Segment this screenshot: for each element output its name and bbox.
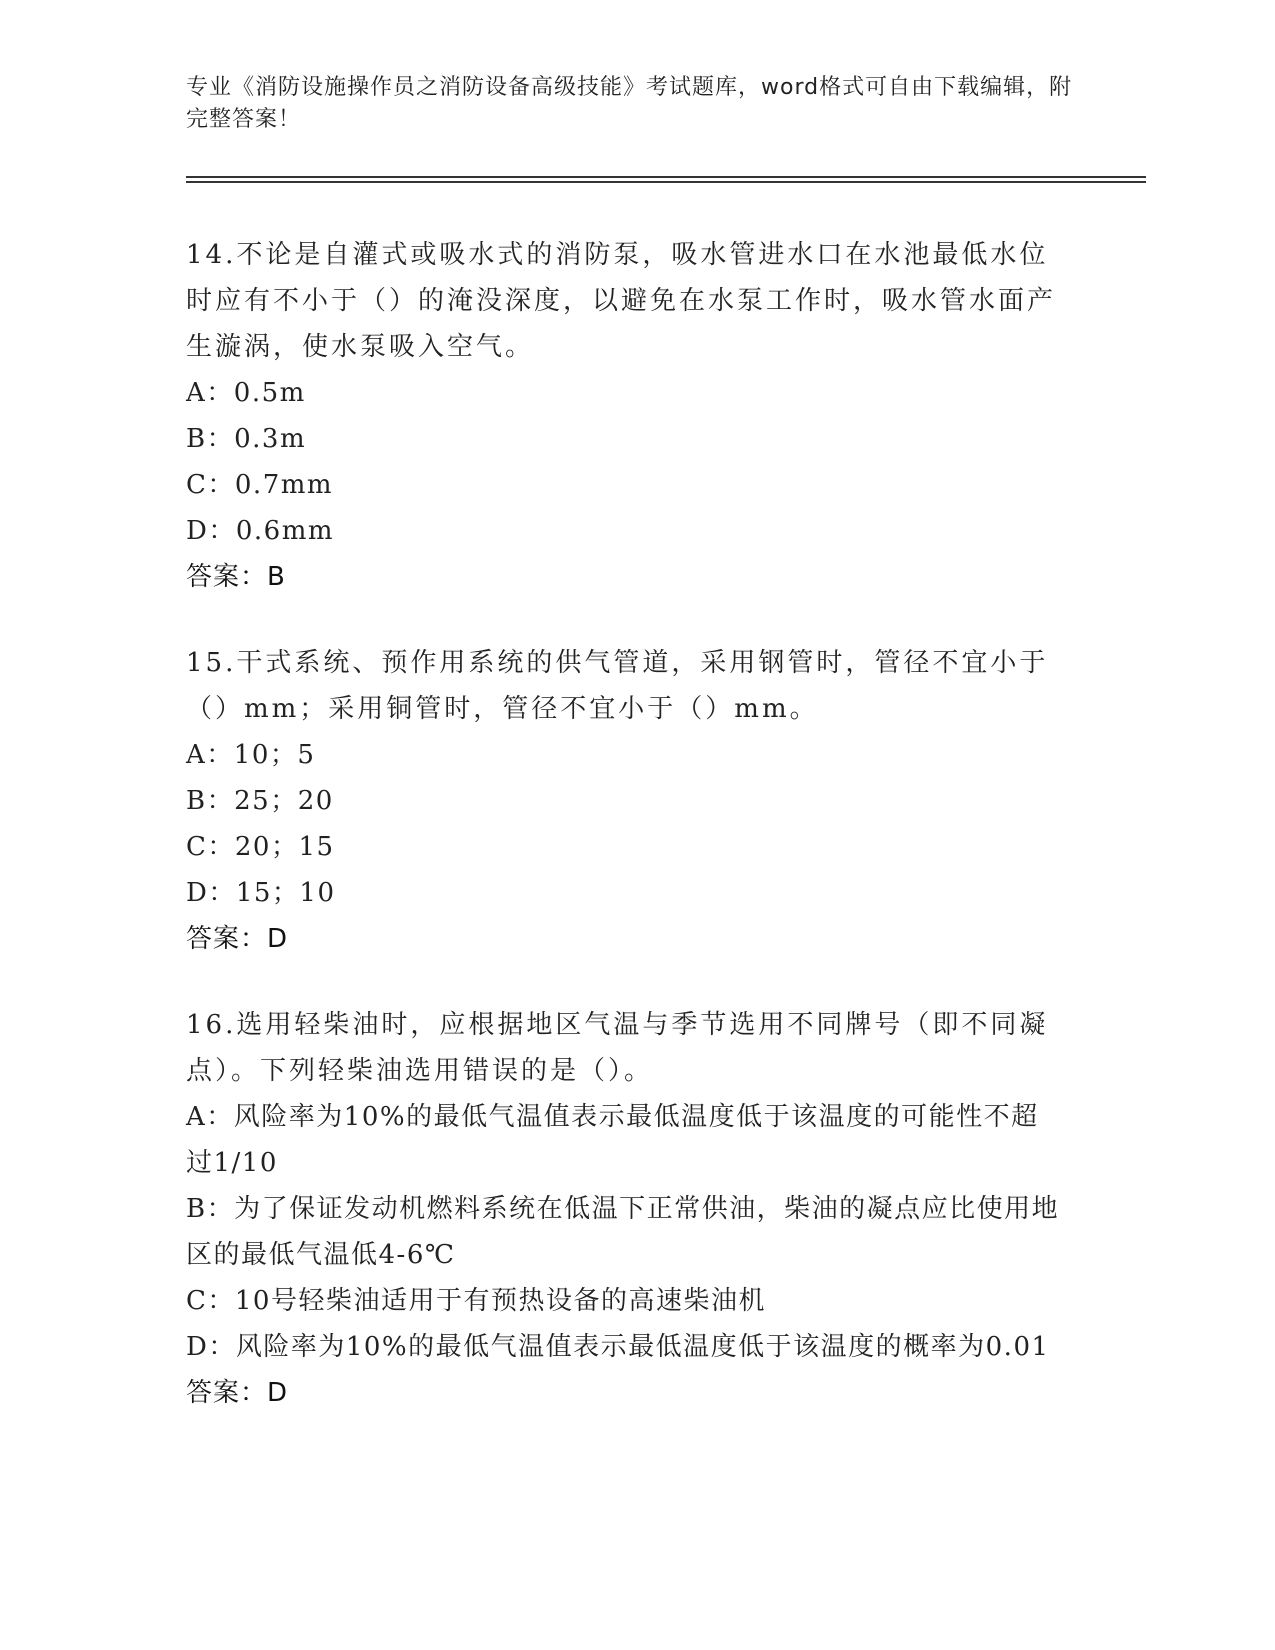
- question-14: [186, 232, 1066, 600]
- answer: 答案：D: [186, 924, 289, 954]
- question-stem: 15.干式系统、预作用系统的供气管道，采用钢管时，管径不宜小于（）mm；采用铜管时，管径不宜小于（）mm。: [186, 648, 1049, 724]
- answer: 答案：B: [186, 562, 286, 592]
- header-divider-bottom: [186, 181, 1146, 183]
- option-d: D：风险率为10%的最低气温值表示最低温度低于该温度的概率为0.01: [186, 1332, 1050, 1362]
- question-16: [186, 1002, 1066, 1416]
- option-c: C：0.7mm: [186, 470, 334, 500]
- question-stem: 16.选用轻柴油时，应根据地区气温与季节选用不同牌号（即不同凝点）。下列轻柴油选用错误的是（）。: [186, 1010, 1049, 1086]
- option-b: B：0.3m: [186, 424, 307, 454]
- option-a: A：10；5: [186, 740, 316, 770]
- option-d: D：0.6mm: [186, 516, 335, 546]
- option-c: C：20；15: [186, 832, 335, 862]
- option-a: A：风险率为10%的最低气温值表示最低温度低于该温度的可能性不超过1/10: [186, 1102, 1039, 1178]
- document-header: 专业《消防设施操作员之消防设备高级技能》考试题库，word格式可自由下载编辑，附完整答案！: [186, 75, 1073, 132]
- option-b: B：为了保证发动机燃料系统在低温下正常供油，柴油的凝点应比使用地区的最低气温低4-6℃: [186, 1194, 1060, 1270]
- option-c: C：10号轻柴油适用于有预热设备的高速柴油机: [186, 1286, 766, 1316]
- header-divider-top: [186, 176, 1146, 178]
- option-d: D：15；10: [186, 878, 336, 908]
- option-b: B：25；20: [186, 786, 334, 816]
- option-a: A：0.5m: [186, 378, 306, 408]
- question-15: [186, 640, 1066, 962]
- answer: 答案：D: [186, 1378, 289, 1408]
- question-stem: 14.不论是自灌式或吸水式的消防泵，吸水管进水口在水池最低水位时应有不小于（）的淹没深度，以避免在水泵工作时，吸水管水面产生漩涡，使水泵吸入空气。: [186, 240, 1057, 362]
